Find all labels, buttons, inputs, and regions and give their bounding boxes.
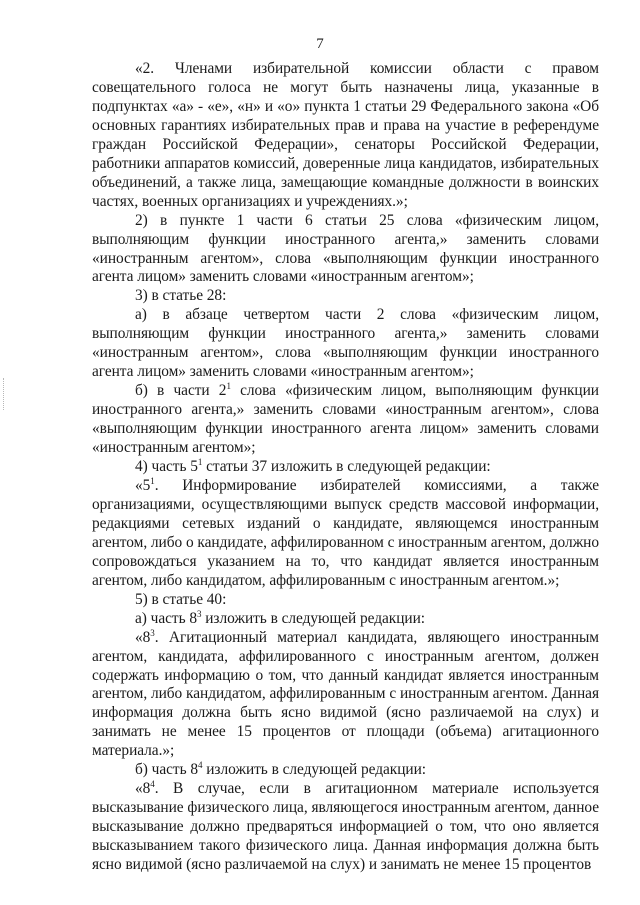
scan-margin-mark	[3, 378, 6, 410]
page-number: 7	[316, 36, 324, 52]
paragraph-p8	[92, 591, 599, 610]
paragraph-p2	[92, 212, 599, 288]
text-run: «8	[135, 780, 151, 798]
text-run: слова «физическим лицом, выполняющим функции иностранного агента,» заменить словами «иностранным агентом», слова «выполняющим функции иностранного агента лицом» заменить словами «иностранным агентом»;	[92, 382, 599, 457]
superscript: 4	[198, 760, 203, 771]
paragraph-p6	[92, 458, 599, 477]
text-run: а) часть 8	[135, 609, 197, 627]
paragraph-p7	[92, 477, 599, 591]
text-run: б) часть 8	[135, 761, 198, 779]
superscript: 4	[150, 779, 155, 790]
paragraph-p1	[92, 60, 599, 212]
text-run: изложить в следующей редакции:	[202, 761, 427, 779]
superscript: 1	[197, 457, 203, 468]
paragraph-p12	[92, 780, 599, 875]
text-run: 5) в статье 40:	[135, 590, 227, 608]
superscript: 1	[226, 381, 231, 392]
paragraph-p10	[92, 629, 599, 762]
paragraph-p11	[92, 761, 599, 780]
text-run: «5	[135, 476, 151, 494]
text-run: . В случае, если в агитационном материале используется высказывание физического лица, являющегося иностранным агентом, данное высказывание должно предваряться информацией о том, что оно является высказыванием такого физического лица. Данная информация должна быть ясно видимой (ясно различаемой на слух) и занимать не менее 15 процентов	[92, 780, 599, 874]
paragraph-p9	[92, 610, 599, 629]
text-run: а) в абзаце четвертом части 2 слова «физическим лицом, выполняющим функции иностранного агента,» заменить словами «иностранным агентом», слова «выполняющим функции иностранного агента лицом» заменить словами «иностранным агентом»;	[92, 306, 599, 381]
paragraph-p5	[92, 382, 599, 458]
text-run: 3) в статье 28:	[135, 287, 227, 305]
paragraph-p3	[92, 287, 599, 306]
document-body	[92, 60, 599, 875]
text-run: 4) часть 5	[135, 458, 198, 476]
text-run: статьи 37 изложить в следующей редакции:	[202, 458, 491, 476]
superscript: 3	[150, 627, 155, 638]
text-run: «2. Членами избирательной комиссии области с правом совещательного голоса не могут быть назначены лица, указанные в подпунктах «а» - «е», «н» и «о» пункта 1 статьи 29 Федерального закона «Об основных гарантиях избирательных прав и права на участие в референдуме граждан Российской Федерации», сенаторы Российской Федерации, работники аппаратов комиссий, доверенные лица кандидатов, избирательных объединений, а также лица, замещающие командные должности в воинских частях, военных организациях и учреждениях.»;	[92, 60, 599, 210]
superscript: 3	[197, 608, 202, 619]
paragraph-p4	[92, 306, 599, 382]
text-run: б) в части 2	[135, 382, 227, 400]
text-run: 2) в пункте 1 части 6 статьи 25 слова «физическим лицом, выполняющим функции иностранного агента,» заменить словами «иностранным агентом», слова «выполняющим функции иностранного агента лицом» заменить словами «иностранным агентом»;	[92, 211, 599, 286]
text-run: . Агитационный материал кандидата, являющего иностранным агентом, кандидата, аффилированного с иностранным агентом, должен содержать информацию о том, что данный кандидат является иностранным агентом, либо кандидатом, аффилированным с иностранным агентом. Данная информация должна быть ясно видимой (ясно различаемой на слух) и занимать не менее 15 процентов от площади (объема) агитационного материала.»;	[92, 628, 599, 760]
text-run: «8	[135, 628, 151, 646]
superscript: 1	[150, 475, 155, 486]
text-run: . Информирование избирателей комиссиями, а также организациями, осуществляющими выпуск средств массовой информации, редакциями сетевых изданий о кандидате, являющемся иностранным агентом, либо о кандидате, аффилированном с иностранным агентом, должно сопровождаться указанием на то, что кандидат является иностранным агентом, либо кандидатом, аффилированным с иностранным агентом.»;	[92, 476, 599, 589]
text-run: изложить в следующей редакции:	[201, 609, 426, 627]
